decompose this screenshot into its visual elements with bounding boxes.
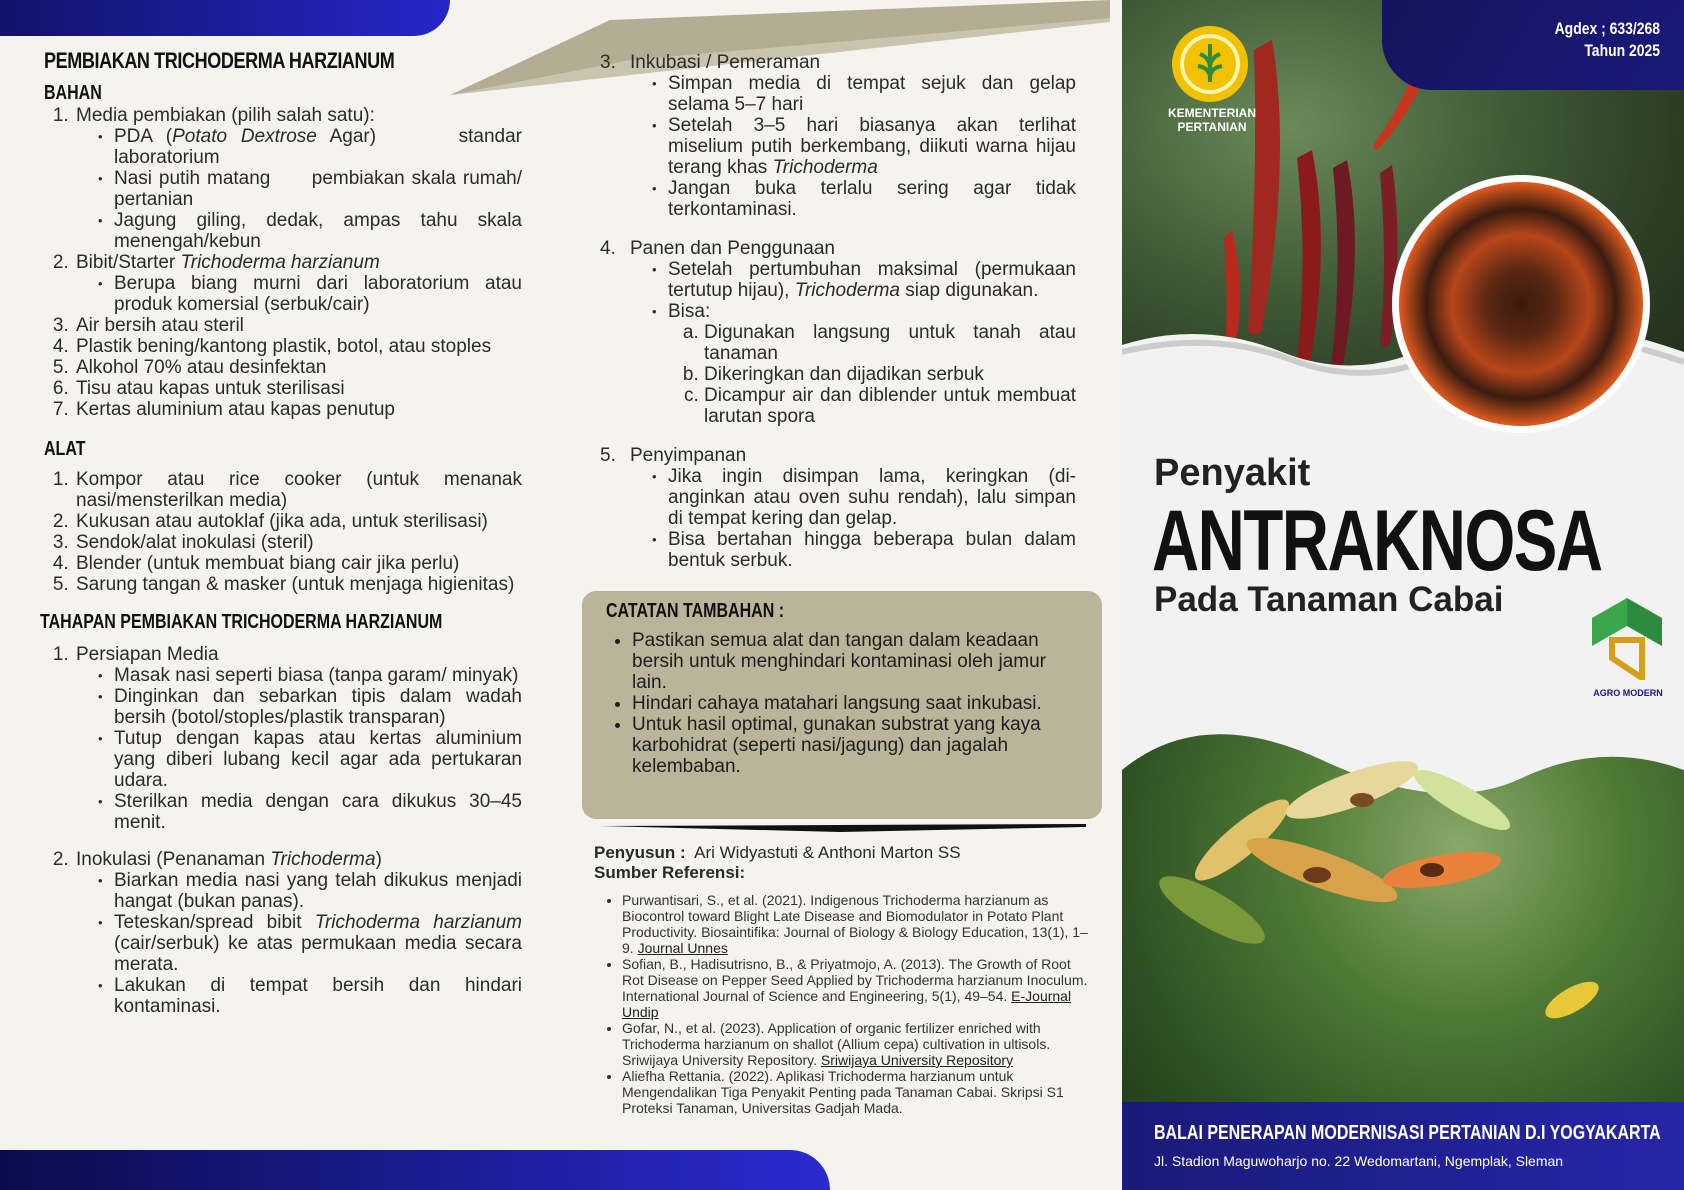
- penyusun-label: Penyusun :: [594, 843, 686, 862]
- bahan-item-text: Tisu atau kapas untuk sterilisasi: [76, 378, 345, 399]
- bahan-item-text: Bibit/Starter Trichoderma harzianum: [76, 252, 380, 273]
- sub-item: • Lakukan di tempat bersih dan hindari kontaminasi.: [114, 975, 522, 1017]
- alat-item: 5. Sarung tangan & masker (untuk menjaga higienitas): [74, 574, 522, 595]
- tahapan-heading: TAHAPAN PEMBIAKAN TRICHODERMA HARZIANUM: [40, 611, 443, 633]
- sub-list: [76, 126, 522, 252]
- anthracnose-closeup-photo: [1399, 182, 1643, 426]
- cover-panel: [1122, 0, 1684, 1190]
- agdex-text: [1465, 18, 1660, 62]
- sub-item: • Biarkan media nasi yang telah dikukus menjadi hangat (bukan panas).: [114, 870, 522, 912]
- cover-title-antraknosa: ANTRAKNOSA: [1152, 493, 1602, 589]
- step-number: 5.: [600, 445, 616, 466]
- bahan-item-text: Plastik bening/kantong plastik, botol, atau stoples: [76, 336, 492, 357]
- tahapan-list: [44, 644, 522, 1017]
- bahan-item: [74, 105, 522, 252]
- sub-item: • Nasi putih matang pembiakan skala rumah/ pertanian: [114, 168, 522, 210]
- sub-list: [76, 273, 522, 315]
- step-block: [598, 238, 1076, 427]
- tahapan-item: [74, 644, 522, 833]
- note-item: • Pastikan semua alat dan tangan dalam keadaan bersih untuk menghindari kontaminasi oleh jamur lain.: [632, 630, 1078, 693]
- sub-item: • Sterilkan media dengan cara dikukus 30–45 menit.: [114, 791, 522, 833]
- sub-item: • Teteskan/spread bibit Trichoderma harzianum (cair/serbuk) ke atas permukaan media secara merata.: [114, 912, 522, 975]
- alat-item: 1. Kompor atau rice cooker (untuk menanak nasi/mensterilkan media): [74, 469, 522, 511]
- bahan-item: [74, 399, 522, 420]
- kementerian-logo-icon: [1170, 24, 1250, 104]
- sub-list: [76, 665, 522, 833]
- agdex-number: Agdex ; 633/268: [1554, 19, 1660, 38]
- bahan-item: [74, 357, 522, 378]
- step-block: [598, 52, 1076, 220]
- sub-item: • Jagung giling, dedak, ampas tahu skala menengah/kebun: [114, 210, 522, 252]
- footer-title: BALAI PENERAPAN MODERNISASI PERTANIAN D.I YOGYAKARTA: [1154, 1122, 1661, 1144]
- bahan-heading: BAHAN: [44, 82, 102, 104]
- middle-column: [598, 52, 1076, 571]
- bahan-item: [74, 336, 522, 357]
- sub-list: [76, 870, 522, 1017]
- alpha-item: a. Digunakan langsung untuk tanah atau tanaman: [704, 322, 1076, 364]
- bahan-item-text: Kertas aluminium atau kapas penutup: [76, 399, 395, 420]
- step-block: [598, 445, 1076, 571]
- sub-item: • Bisa bertahan hingga beberapa bulan dalam bentuk serbuk.: [668, 529, 1076, 571]
- bahan-item-text: Alkohol 70% atau desinfektan: [76, 357, 327, 378]
- tahapan-item-text: Persiapan Media: [76, 644, 219, 665]
- sub-item: • Jika ingin disimpan lama, keringkan (di-anginkan atau oven suhu rendah), lalu simpan di tempat kering dan gelap.: [668, 466, 1076, 529]
- sub-item: • Setelah 3–5 hari biasanya akan terlihat miselium putih berkembang, diikuti warna hijau terang khas Trichoderma: [668, 115, 1076, 178]
- penyusun-names: Ari Widyastuti & Anthoni Marton SS: [694, 843, 961, 862]
- agdex-year: Tahun 2025: [1584, 41, 1660, 60]
- step-title: Panen dan Penggunaan: [630, 238, 835, 259]
- reference-item: • Purwantisari, S., et al. (2021). Indigenous Trichoderma harzianum as Biocontrol toward Blight Late Disease and Biomodulator in Potato Plant Productivity. Biosaintifika: Journal of Biology & Biology Education, 13(1), 1–9. Journal Unnes: [622, 892, 1094, 956]
- note-item: • Untuk hasil optimal, gunakan substrat yang kaya karbohidrat (seperti nasi/jagung) dan jagalah kelembaban.: [632, 714, 1078, 777]
- sub-item: • Masak nasi seperti biasa (tanpa garam/ minyak): [114, 665, 522, 686]
- sub-item: • Dinginkan dan sebarkan tipis dalam wadah bersih (botol/stoples/plastik transparan): [114, 686, 522, 728]
- note-title: CATATAN TAMBAHAN :: [606, 600, 785, 622]
- alat-item: 3. Sendok/alat inokulasi (steril): [74, 532, 522, 553]
- reference-list: [594, 892, 1094, 1116]
- sub-item: • Simpan media di tempat sejuk dan gelap selama 5–7 hari: [668, 73, 1076, 115]
- alpha-list: [668, 322, 1076, 427]
- bahan-list: [44, 105, 522, 420]
- reference-item: • Gofar, N., et al. (2023). Application of organic fertilizer enriched with Trichoderma harzianum on shallot (Allium cepa) cultivation in ultisols. Sriwijaya University Repository. Sriwijaya University Repository: [622, 1020, 1094, 1068]
- sub-item: • Bisa: a. Digunakan langsung untuk tanah atau tanaman b. Dikeringkan dan dijadikan serbuk c. Dicampur air dan diblender untuk membuat larutan spora: [668, 301, 1076, 427]
- kementerian-label: KEMENTERIAN PERTANIAN: [1167, 106, 1256, 134]
- sub-list: [630, 466, 1076, 571]
- top-accent-bar: [0, 0, 450, 36]
- tahapan-item: [74, 849, 522, 1017]
- sub-list: [630, 73, 1076, 220]
- reference-item: • Sofian, B., Hadisutrisno, B., & Priyatmojo, A. (2013). The Growth of Root Rot Disease on Pepper Seed Applied by Trichoderma harzianum Inoculum. International Journal of Science and Engineering, 5(1), 49–54. E-Journal Undip: [622, 956, 1094, 1020]
- bahan-item-text: Media pembiakan (pilih salah satu):: [76, 105, 375, 126]
- agro-modern-label: AGRO MODERN: [1593, 688, 1663, 698]
- note-list: [608, 630, 1078, 777]
- authors-block: [594, 843, 1094, 883]
- bahan-item: [74, 252, 522, 315]
- divider: [600, 824, 1086, 832]
- step-number: 4.: [600, 238, 616, 259]
- agro-modern-logo-icon: [1590, 596, 1664, 680]
- alat-heading: ALAT: [44, 438, 86, 460]
- sub-item: • Tutup dengan kapas atau kertas aluminium yang diberi lubang kecil agar ada pertukaran udara.: [114, 728, 522, 791]
- alat-item: 4. Blender (untuk membuat biang cair jika perlu): [74, 553, 522, 574]
- sub-item: • Jangan buka terlalu sering agar tidak terkontaminasi.: [668, 178, 1076, 220]
- bahan-item: [74, 378, 522, 399]
- cover-title-penyakit: Penyakit: [1154, 452, 1311, 494]
- cover-subtitle: Pada Tanaman Cabai: [1154, 580, 1504, 619]
- footer-address: Jl. Stadion Maguwoharjo no. 22 Wedomartani, Ngemplak, Sleman: [1154, 1153, 1564, 1169]
- tahapan-item-text: Inokulasi (Penanaman Trichoderma): [76, 849, 382, 870]
- reference-item: • Aliefha Rettania. (2022). Aplikasi Trichoderma harzianum untuk Mengendalikan Tiga Penyakit Penting pada Tanaman Cabai. Skripsi S1 Proteksi Tanaman, Universitas Gadjah Mada.: [622, 1068, 1094, 1116]
- note-item: • Hindari cahaya matahari langsung saat inkubasi.: [632, 693, 1078, 714]
- step-title: Penyimpanan: [630, 445, 747, 466]
- alpha-item: b. Dikeringkan dan dijadikan serbuk: [704, 364, 1076, 385]
- cover-footer: [1122, 1102, 1684, 1190]
- alat-item: 2. Kukusan atau autoklaf (jika ada, untuk sterilisasi): [74, 511, 522, 532]
- bottom-accent-bar: [0, 1150, 830, 1190]
- alpha-item: c. Dicampur air dan diblender untuk membuat larutan spora: [704, 385, 1076, 427]
- sub-item: • Berupa biang murni dari laboratorium atau produk komersial (serbuk/cair): [114, 273, 522, 315]
- referensi-label: Sumber Referensi:: [594, 863, 746, 882]
- left-column: [40, 48, 522, 1017]
- alat-list: [44, 469, 522, 595]
- step-number: 3.: [600, 52, 616, 73]
- section-title: PEMBIAKAN TRICHODERMA HARZIANUM: [44, 48, 395, 73]
- sub-item: • Setelah pertumbuhan maksimal (permukaan tertutup hijau), Trichoderma siap digunakan.: [668, 259, 1076, 301]
- sub-item: • PDA (Potato Dextrose Agar) standar laboratorium: [114, 126, 522, 168]
- bahan-item: [74, 315, 522, 336]
- bahan-item-text: Air bersih atau steril: [76, 315, 244, 336]
- step-title: Inkubasi / Pemeraman: [630, 52, 821, 73]
- sub-list: [630, 259, 1076, 427]
